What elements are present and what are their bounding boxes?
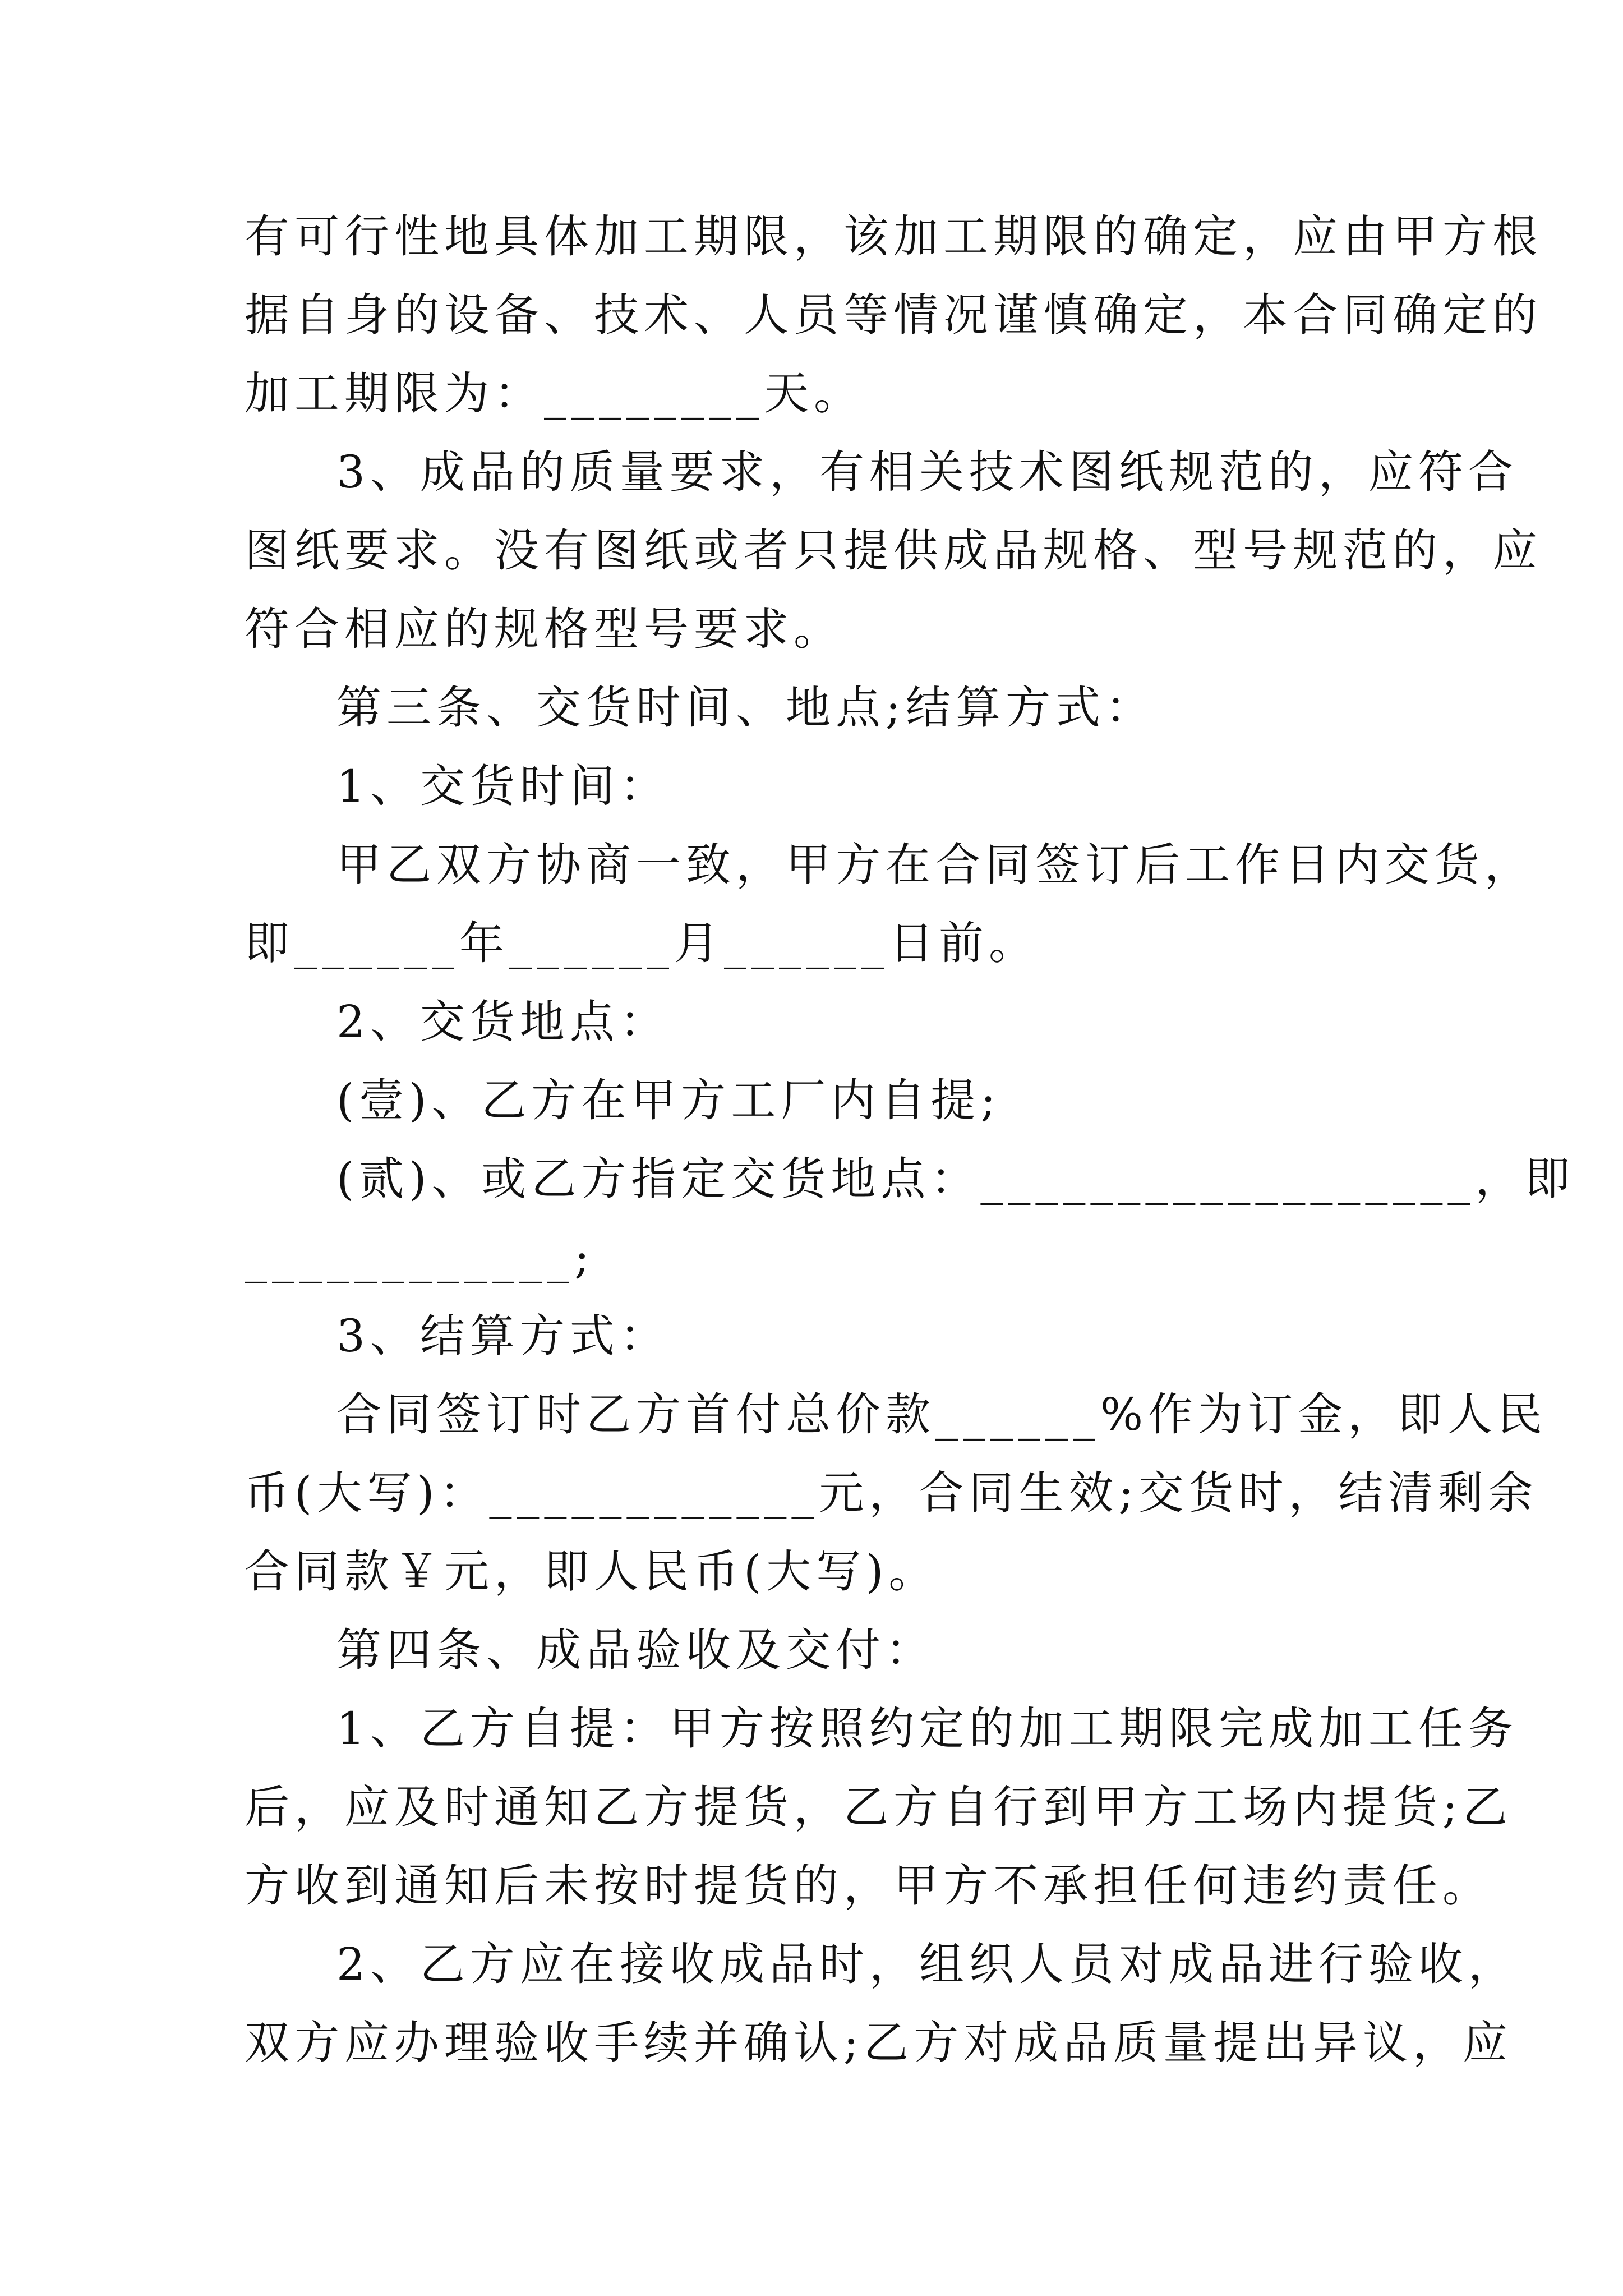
section-heading: 第四条、成品验收及交付： (336, 1624, 935, 1676)
text-line: 合同签订时乙方首付总价款______%作为订金，即人民 (336, 1388, 1548, 1441)
text-line: 币(大写)：____________元，合同生效;交货时，结清剩余 (245, 1467, 1538, 1519)
text-line: 即______年______月______日前。 (245, 917, 1039, 969)
text-line: 合同款￥元，即人民币(大写)。 (245, 1545, 939, 1598)
text-line: 1、乙方自提：甲方按照约定的加工期限完成加工任务 (336, 1703, 1518, 1755)
section-heading: 第三条、交货时间、地点;结算方式： (336, 682, 1155, 734)
text-line: 甲乙双方协商一致，甲方在合同签订后工作日内交货， (336, 839, 1534, 891)
text-line: 1、交货时间： (336, 760, 670, 812)
text-line: 后，应及时通知乙方提货，乙方自行到甲方工场内提货;乙 (245, 1781, 1513, 1833)
text-line: 加工期限为：________天。 (245, 367, 864, 420)
text-line: ____________; (245, 1231, 594, 1283)
text-line: 双方应办理验收手续并确认;乙方对成品质量提出异议，应 (245, 2017, 1513, 2069)
text-line: 2、交货地点： (336, 996, 670, 1048)
text-line: 3、成品的质量要求，有相关技术图纸规范的，应符合 (336, 446, 1518, 498)
text-line: 据自身的设备、技术、人员等情况谨慎确定，本合同确定的 (245, 289, 1542, 341)
text-line: 3、结算方式： (336, 1310, 670, 1362)
text-line: 图纸要求。没有图纸或者只提供成品规格、型号规范的，应 (245, 524, 1542, 577)
text-line: 符合相应的规格型号要求。 (245, 603, 843, 655)
text-line: (贰)、或乙方指定交货地点：__________________，即 (336, 1153, 1575, 1205)
text-line: 2、乙方应在接收成品时，组织人员对成品进行验收， (336, 1938, 1518, 1990)
text-line: (壹)、乙方在甲方工厂内自提; (336, 1074, 1001, 1126)
text-line: 有可行性地具体加工期限，该加工期限的确定，应由甲方根 (245, 210, 1542, 263)
text-line: 方收到通知后未按时提货的，甲方不承担任何违约责任。 (245, 1860, 1492, 1912)
